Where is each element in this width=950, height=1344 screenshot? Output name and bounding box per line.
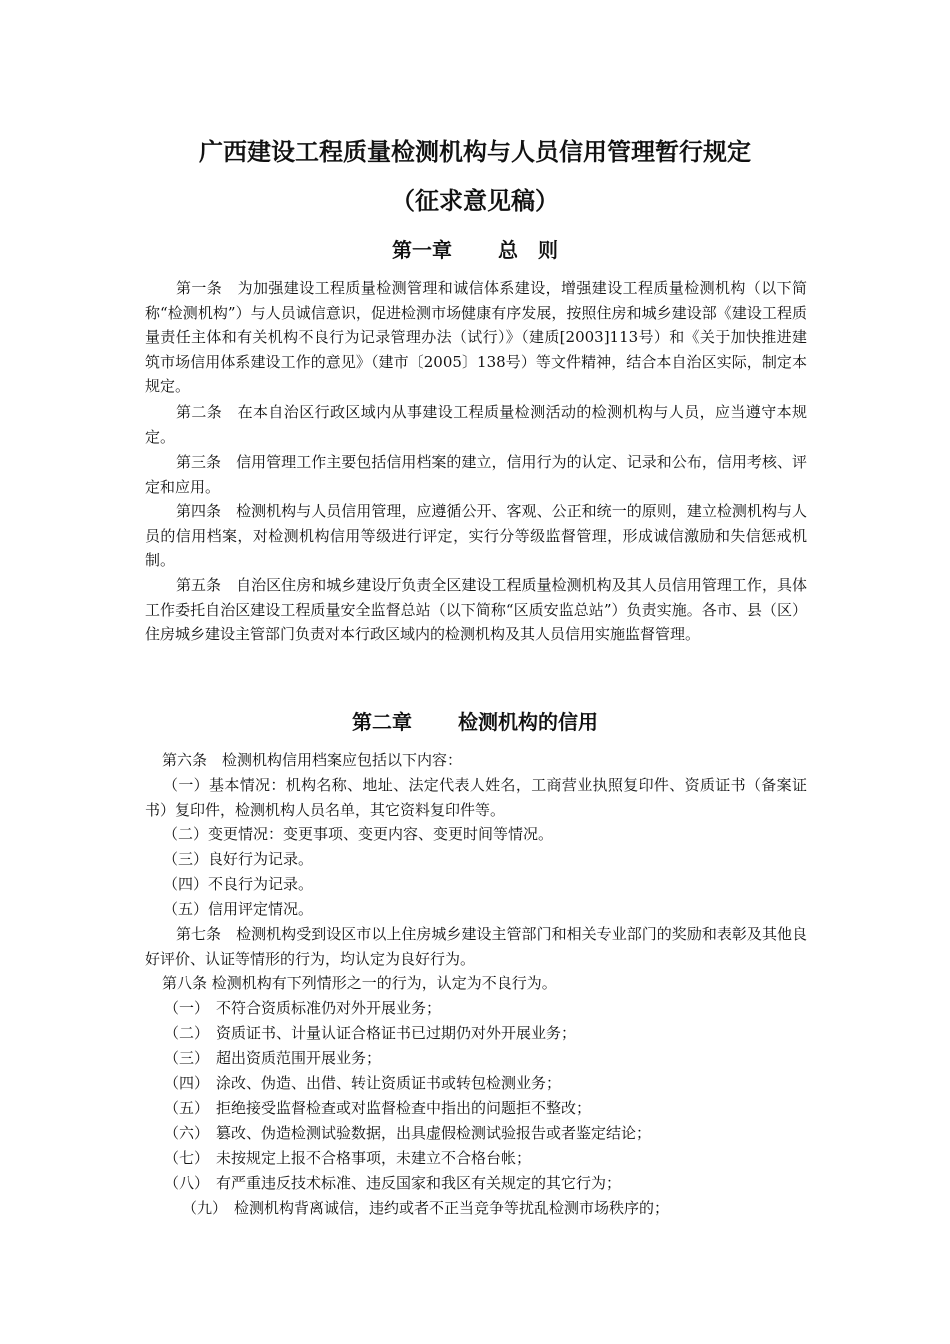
article-8: 第八条 检测机构有下列情形之一的行为，认定为不良行为。 <box>162 974 557 992</box>
item-text: 不符合资质标准仍对外开展业务； <box>216 999 442 1017</box>
article-8-item-5 <box>164 1096 591 1121</box>
item-text: 拒绝接受监督检查或对监督检查中指出的问题拒不整改； <box>216 1099 592 1117</box>
item-text: 涂改、伪造、出借、转让资质证书或转包检测业务； <box>216 1074 562 1092</box>
item-number: （三） <box>164 1049 210 1067</box>
article-6-item-1: （一）基本情况：机构名称、地址、法定代表人姓名，工商营业执照复印件、资质证书（备案证书）复印件，检测机构人员名单，其它资料复印件等。 <box>145 776 807 819</box>
item-text: 资质证书、计量认证合格证书已过期仍对外开展业务； <box>216 1024 577 1042</box>
article-8-item-3 <box>164 1046 381 1071</box>
chapter-2-name: 检测机构的信用 <box>458 710 598 734</box>
item-number: （九） <box>182 1199 228 1217</box>
article-2: 第二条 在本自治区行政区域内从事建设工程质量检测活动的检测机构与人员，应当遵守本规定。 <box>145 403 807 446</box>
item-number: （八） <box>164 1174 210 1192</box>
article-6-item-3: （三）良好行为记录。 <box>163 850 314 868</box>
document-subtitle: （征求意见稿） <box>391 187 559 215</box>
article-8-item-9 <box>182 1196 669 1221</box>
item-text: 有严重违反技术标准、违反国家和我区有关规定的其它行为； <box>216 1174 622 1192</box>
article-8-item-7 <box>164 1146 531 1171</box>
article-1: 第一条 为加强建设工程质量检测管理和诚信体系建设，增强建设工程质量检测机构（以下简称“检测机构”）与人员诚信意识，促进检测市场健康有序发展，按照住房和城乡建设部《建设工程质量责任主体和有关机构不良行为记录管理办法（试行）》（建质[2003]113号）和《关于加快推进建筑市场信用体系建设工作的意见》（建市〔2005〕138号）等文件精神，结合本自治区实际，制定本规定。 <box>145 279 807 395</box>
item-text: 篡改、伪造检测试验数据，出具虚假检测试验报告或者鉴定结论； <box>216 1124 652 1142</box>
article-3: 第三条 信用管理工作主要包括信用档案的建立，信用行为的认定、记录和公布，信用考核、评定和应用。 <box>145 453 807 496</box>
article-6-item-4: （四）不良行为记录。 <box>163 875 314 893</box>
chapter-1-number: 第一章 <box>392 238 452 262</box>
document-title: 广西建设工程质量检测机构与人员信用管理暂行规定 <box>199 138 751 166</box>
item-text: 未按规定上报不合格事项，未建立不合格台帐； <box>216 1149 532 1167</box>
item-number: （四） <box>164 1074 210 1092</box>
item-number: （二） <box>164 1024 210 1042</box>
article-8-item-4 <box>164 1071 561 1096</box>
article-6-item-2: （二）变更情况：变更事项、变更内容、变更时间等情况。 <box>163 825 554 843</box>
chapter-1-name: 总 则 <box>498 238 558 262</box>
item-number: （七） <box>164 1149 210 1167</box>
article-8-item-6 <box>164 1121 651 1146</box>
article-8-item-2 <box>164 1021 576 1046</box>
article-5: 第五条 自治区住房和城乡建设厅负责全区建设工程质量检测机构及其人员信用管理工作，具体工作委托自治区建设工程质量安全监督总站（以下简称“区质安监总站”）负责实施。各市、县（区）住房城乡建设主管部门负责对本行政区域内的检测机构及其人员信用实施监督管理。 <box>145 576 807 643</box>
article-7: 第七条 检测机构受到设区市以上住房城乡建设主管部门和相关专业部门的奖励和表彰及其他良好评价、认证等情形的行为，均认定为良好行为。 <box>145 925 807 968</box>
item-number: （一） <box>164 999 210 1017</box>
item-number: （六） <box>164 1124 210 1142</box>
chapter-2-heading <box>0 708 950 736</box>
chapter-2-number: 第二章 <box>352 710 412 734</box>
chapter-1-heading <box>0 236 950 264</box>
item-text: 超出资质范围开展业务； <box>216 1049 382 1067</box>
article-4: 第四条 检测机构与人员信用管理，应遵循公开、客观、公正和统一的原则，建立检测机构与人员的信用档案，对检测机构信用等级进行评定，实行分等级监督管理，形成诚信激励和失信惩戒机制。 <box>145 502 807 569</box>
item-text: 检测机构背离诚信，违约或者不正当竞争等扰乱检测市场秩序的； <box>234 1199 670 1217</box>
article-8-item-8 <box>164 1171 621 1196</box>
article-8-item-1 <box>164 996 441 1021</box>
item-number: （五） <box>164 1099 210 1117</box>
article-6-item-5: （五）信用评定情况。 <box>163 900 314 918</box>
article-6: 第六条 检测机构信用档案应包括以下内容： <box>162 751 463 769</box>
